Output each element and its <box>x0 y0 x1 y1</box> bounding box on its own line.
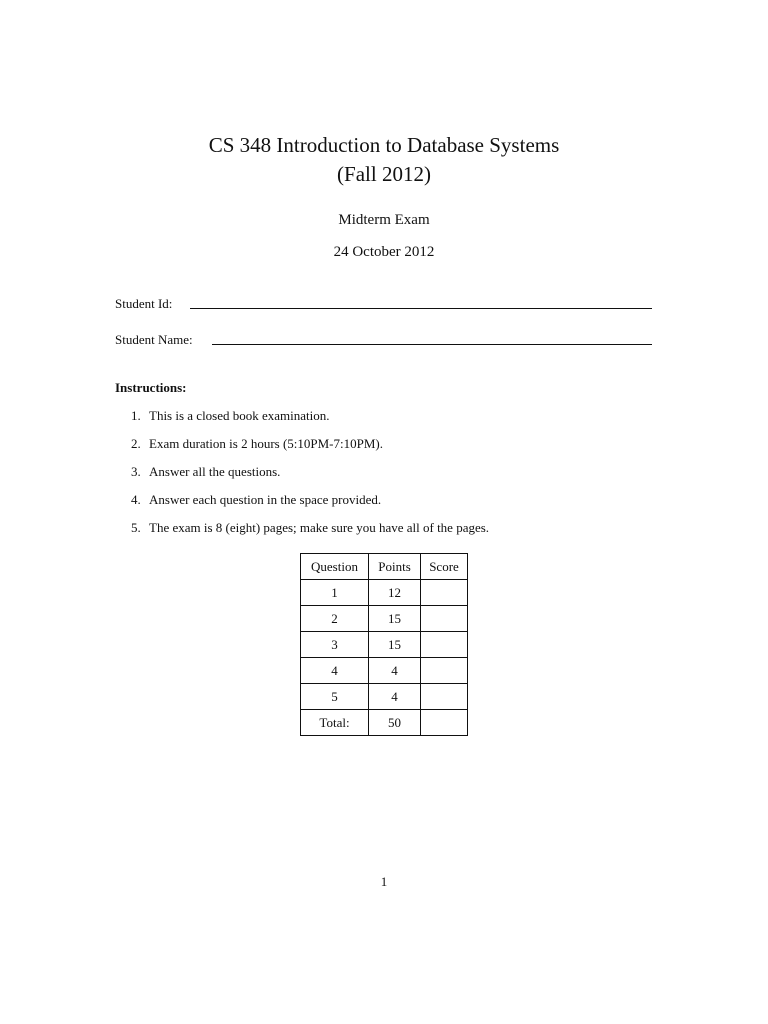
page-number: 1 <box>380 874 388 889</box>
points-cell: 4 <box>369 658 421 684</box>
instruction-number: 2. <box>131 436 141 451</box>
instruction-number: 1. <box>131 408 141 423</box>
question-cell: 2 <box>301 606 369 632</box>
instruction-text: The exam is 8 (eight) pages; make sure you have all of the pages. <box>149 520 490 535</box>
student-id-field[interactable] <box>190 308 652 309</box>
instruction-item <box>131 463 489 491</box>
table-header-row <box>301 554 468 580</box>
question-cell: 3 <box>301 632 369 658</box>
score-cell[interactable] <box>421 684 468 710</box>
question-cell: 5 <box>301 684 369 710</box>
instruction-number: 3. <box>131 464 141 479</box>
table-row <box>301 632 468 658</box>
instruction-item <box>131 435 489 463</box>
question-cell: 1 <box>301 580 369 606</box>
total-label-cell: Total: <box>301 710 369 736</box>
instruction-item <box>131 519 489 547</box>
instruction-text: Answer each question in the space provided. <box>149 492 382 507</box>
instructions-list <box>131 407 489 547</box>
score-cell[interactable] <box>421 606 468 632</box>
header-question: Question <box>301 554 369 580</box>
instruction-number: 5. <box>131 520 141 535</box>
score-table <box>300 553 468 736</box>
points-cell: 15 <box>369 606 421 632</box>
table-row <box>301 580 468 606</box>
instruction-item <box>131 491 489 519</box>
instruction-text: Answer all the questions. <box>149 464 281 479</box>
header-score: Score <box>421 554 468 580</box>
score-cell[interactable] <box>421 580 468 606</box>
table-row <box>301 606 468 632</box>
student-id-label: Student Id: <box>115 296 173 311</box>
points-cell: 4 <box>369 684 421 710</box>
instructions-heading: Instructions: <box>115 380 187 395</box>
question-cell: 4 <box>301 658 369 684</box>
header-points: Points <box>369 554 421 580</box>
instruction-text: This is a closed book examination. <box>149 408 330 423</box>
table-row <box>301 658 468 684</box>
exam-date: 24 October 2012 <box>333 244 435 260</box>
exam-name: Midterm Exam <box>338 212 430 228</box>
instruction-number: 4. <box>131 492 141 507</box>
term-title: (Fall 2012) <box>337 162 431 186</box>
student-name-label: Student Name: <box>115 332 193 347</box>
course-title: CS 348 Introduction to Database Systems <box>208 133 560 157</box>
score-cell[interactable] <box>421 632 468 658</box>
points-cell: 15 <box>369 632 421 658</box>
total-row <box>301 710 468 736</box>
table-row <box>301 684 468 710</box>
score-cell[interactable] <box>421 658 468 684</box>
student-name-field[interactable] <box>212 344 652 345</box>
total-points-cell: 50 <box>369 710 421 736</box>
instruction-text: Exam duration is 2 hours (5:10PM-7:10PM). <box>149 436 383 451</box>
total-score-cell[interactable] <box>421 710 468 736</box>
points-cell: 12 <box>369 580 421 606</box>
instruction-item <box>131 407 489 435</box>
